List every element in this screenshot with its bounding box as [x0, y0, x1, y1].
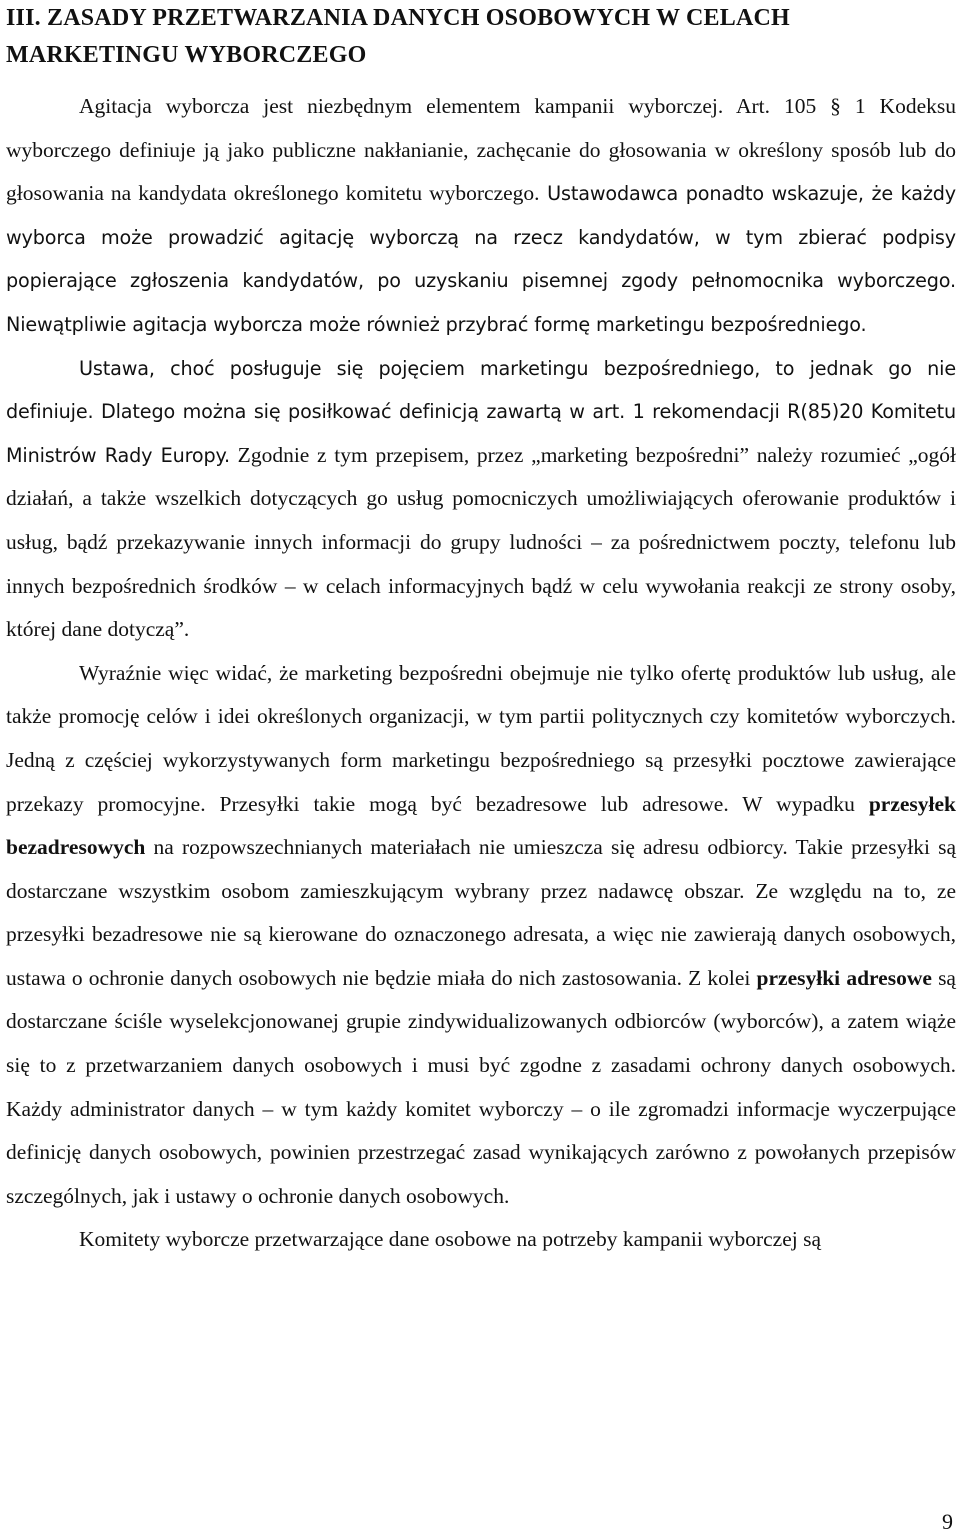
- paragraph-agitation: [6, 85, 956, 347]
- paragraph-definition-part1: Ustawa, choć posługuje się pojęciem marketingu bezpośredniego, to jednak go nie definiuje. Dlatego można się posiłkować definicją zawartą w art. 1 rekomendacji R(85)20 Komitetu Ministrów Rady Europy.: [6, 356, 956, 467]
- paragraph-agitation-part2: Ustawodawca ponadto wskazuje, że każdy wyborca może prowadzić agitację wyborczą na rzecz kandydatów, w tym zbierać podpisy popierające zgłoszenia kandydatów, po uzyskaniu pisemnej zgody pełnomocnika wyborczego. Niewątpliwie agitacja wyborcza może również przybrać formę marketingu bezpośredniego.: [6, 182, 957, 336]
- paragraph-definition: [6, 347, 956, 652]
- paragraph-direct-marketing-part3: są dostarczane ściśle wyselekcjonowanej grupie zindywidualizowanych odbiorców (wyborców), a zatem wiąże się to z przetwarzaniem danych osobowych i musi być zgodne z zasadami ochrony danych osobowych. Każdy administrator danych – w tym każdy komitet wyborczy – o ile zgromadzi informacje wyczerpujące definicję danych osobowych, powinien przestrzegać zasad wynikających zarówno z powołanych przepisów szczególnych, jak i ustawy o ochronie danych osobowych.: [6, 965, 956, 1208]
- section-heading: III. ZASADY PRZETWARZANIA DANYCH OSOBOWYCH W CELACH MARKETINGU WYBORCZEGO: [6, 5, 790, 68]
- bold-term-addressed: przesyłki adresowe: [756, 965, 932, 990]
- paragraph-agitation-part1: Agitacja wyborcza jest niezbędnym elementem kampanii wyborczej. Art. 105 § 1 Kodeksu wyborczego definiuje ją jako publiczne nakłanianie, zachęcanie do głosowania w określony sposób lub do głosowania na kandydata określonego komitetu wyborczego.: [6, 94, 956, 206]
- paragraph-direct-marketing-part2: na rozpowszechnianych materiałach nie umieszcza się adresu odbiorcy. Takie przesyłki są dostarczane wszystkim osobom zamieszkującym wybrany przez nadawcę obszar. Ze względu na to, ze przesyłki bezadresowe nie są kierowane do oznaczonego adresata, a więc nie zawierają danych osobowych, ustawa o ochronie danych osobowych nie będzie miała do nich zastosowania. Z kolei: [6, 835, 956, 990]
- paragraph-direct-marketing-part1: Wyraźnie więc widać, że marketing bezpośredni obejmuje nie tylko ofertę produktów lub usług, ale także promocję celów i idei określonych organizacji, w tym partii politycznych czy komitetów wyborczych. Jedną z częściej wykorzystywanych form marketingu bezpośredniego są przesyłki pocztowe zawierające przekazy promocyjne. Przesyłki takie mogą być bezadresowe lub adresowe. W wypadku: [6, 660, 956, 816]
- bold-term-unaddressed: przesyłek bezadresowych: [6, 791, 956, 860]
- paragraph-committees: Komitety wyborcze przetwarzające dane osobowe na potrzeby kampanii wyborczej są: [79, 1227, 822, 1252]
- paragraph-direct-marketing: [6, 652, 956, 1219]
- paragraph-definition-part2: Zgodnie z tym przepisem, przez „marketing bezpośredni” należy rozumieć „ogół działań, a także wszelkich dotyczących go usług pomocniczych umożliwiających oferowanie produktów i usług, bądź przekazywanie innych informacji do grupy ludności – za pośrednictwem poczty, telefonu lub innych bezpośrednich środków – w celach informacyjnych bądź w celu wywołania reakcji ze strony osoby, której dane dotyczą”.: [6, 442, 956, 642]
- page-number: 9: [942, 1509, 953, 1534]
- document-page: [6, 0, 956, 1262]
